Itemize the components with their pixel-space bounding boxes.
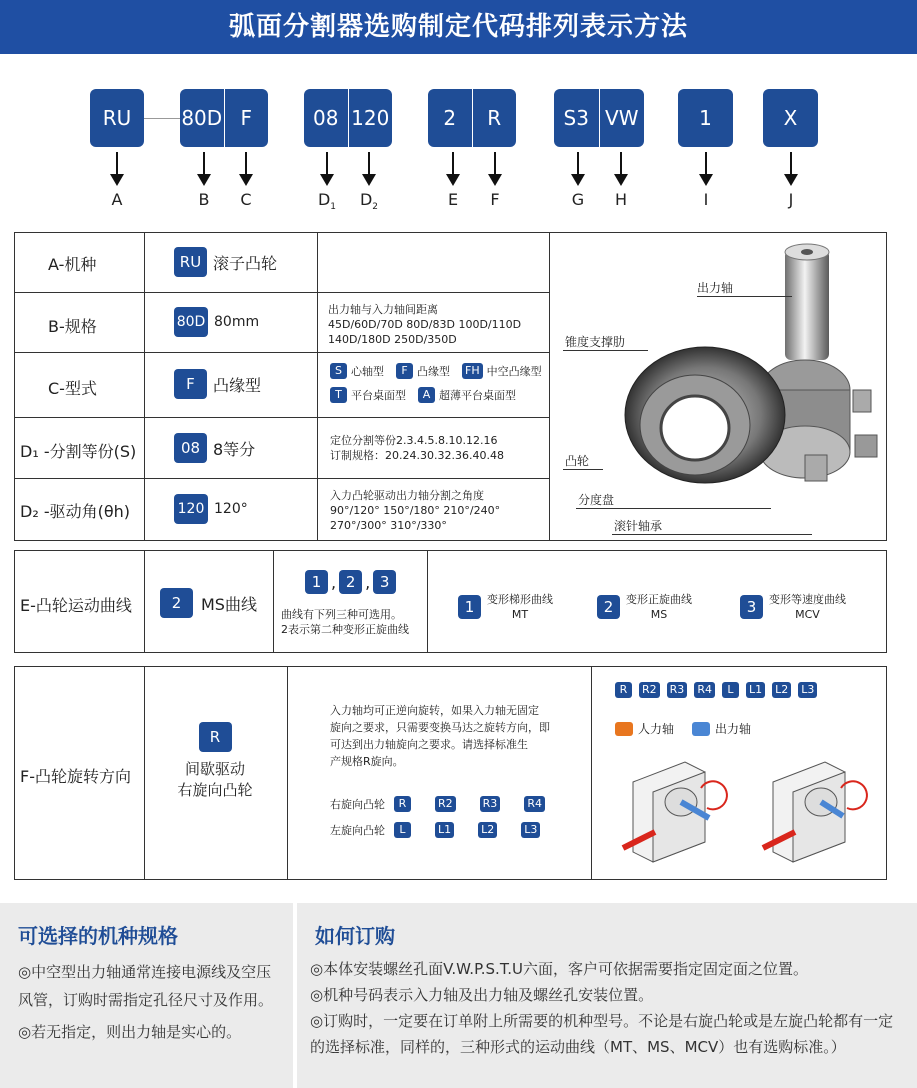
row-c-text: 凸缘型 xyxy=(213,375,262,395)
row-a-text: 滚子凸轮 xyxy=(213,253,278,273)
callout-output-shaft: 出力轴 xyxy=(697,281,734,295)
letter-d1 xyxy=(312,190,342,212)
row-c-badge: F xyxy=(174,369,207,399)
code-r: R xyxy=(472,89,517,147)
spec-options-panel xyxy=(0,903,293,1088)
arrow-down-icon xyxy=(110,152,124,186)
callout-cam: 凸轮 xyxy=(565,454,590,468)
row-d2-note: 入力凸轮驱动出力轴分割之角度 90°/120° 150°/180° 210°/240° 270°/300° 310°/330° xyxy=(330,489,501,532)
letter-f: F xyxy=(490,190,500,209)
letter-d2-sub: 2 xyxy=(372,202,379,213)
how-to-order-panel xyxy=(297,903,917,1088)
row-d2-text: 120° xyxy=(214,501,248,517)
code-box-1 xyxy=(678,89,733,147)
letter-a: A xyxy=(111,190,123,209)
row-f-value: R 间歇驱动 右旋向凸轮 xyxy=(160,722,270,800)
output-shaft-swatch xyxy=(692,722,710,736)
row-e-choice-note: 曲线有下列三种可选用。 2表示第二种变形正旋曲线 xyxy=(281,608,409,636)
row-d2-value xyxy=(174,494,248,524)
arrow-down-icon xyxy=(614,152,628,186)
connector-line xyxy=(144,118,180,119)
letter-h: H xyxy=(614,190,628,209)
row-c-options: S 心轴型 F 凸缘型 FH 中空凸缘型 T 平台桌面型 A 超薄平台桌面型 xyxy=(330,363,545,403)
code-box-ru xyxy=(90,89,144,147)
code-vw: VW xyxy=(599,89,645,147)
row-b-label: B-规格 xyxy=(48,317,97,336)
letter-i: I xyxy=(703,190,709,209)
code-1: 1 xyxy=(699,106,712,130)
letter-d2-main: D xyxy=(359,190,373,209)
row-d1-value xyxy=(174,433,255,463)
letter-b: B xyxy=(198,190,210,209)
shaft-legend: 人力轴 出力轴 xyxy=(615,720,751,737)
spec-options-list: ◎中空型出力轴通常连接电源线及空压风管，订购时需指定孔径尺寸及作用。 ◎若无指定，则出力轴是实心的。 xyxy=(18,963,274,1041)
arrow-down-icon xyxy=(239,152,253,186)
row-b-badge: 80D xyxy=(174,307,208,337)
row-c-label: C-型式 xyxy=(48,379,97,398)
right-hand-row: 右旋向凸轮 R R2 R3 R4 xyxy=(330,796,545,812)
letter-c: C xyxy=(240,190,252,209)
letter-d1-sub: 1 xyxy=(330,202,337,213)
row-d1-text: 8等分 xyxy=(213,439,256,459)
code-s3: S3 xyxy=(563,106,589,130)
input-shaft-swatch xyxy=(615,722,633,736)
code-x: X xyxy=(783,106,798,130)
code-box-x xyxy=(763,89,818,147)
row-e-label: E-凸轮运动曲线 xyxy=(20,596,132,615)
arrow-down-icon xyxy=(488,152,502,186)
row-d1-badge: 08 xyxy=(174,433,207,463)
code-80d: 80D xyxy=(181,106,223,130)
code-box-s3-vw xyxy=(554,89,644,147)
row-a-label: A-机种 xyxy=(48,255,97,274)
code-ru: RU xyxy=(102,106,132,130)
letter-e: E xyxy=(447,190,459,209)
how-to-order-list: ◎本体安装螺丝孔面V.W.P.S.T.U六面，客户可依据需要指定固定面之位置。 ◎机种号码表示入力轴及出力轴及螺丝孔安装位置。 ◎订购时，一定要在订单附上所需要的机种型号。不论是右旋凸轮或是左旋凸轮都有一定的选择标准，同样的，三种形式的运动曲线（MT、MS、MCV）也有选购标准。） xyxy=(310,960,894,1056)
arrow-down-icon xyxy=(197,152,211,186)
letter-g: G xyxy=(571,190,585,209)
code-120: 120 xyxy=(348,89,393,147)
arrow-down-icon xyxy=(446,152,460,186)
callout-rib: 锥度支撑肋 xyxy=(565,335,626,349)
row-b-note: 出力轴与入力轴间距离 45D/60D/70D 80D/83D 100D/110D 140D/180D 250D/350D xyxy=(328,303,522,346)
row-a-value xyxy=(174,247,277,277)
rotation-diagram-icon xyxy=(615,752,875,868)
arrow-down-icon xyxy=(784,152,798,186)
curve-1: 1 变形梯形曲线 MT xyxy=(458,592,553,622)
rotation-codes: R R2 R3 R4 L L1 L2 L3 xyxy=(615,682,817,698)
row-f-badge: R xyxy=(199,722,232,752)
row-c-value xyxy=(174,369,261,399)
row-b-value xyxy=(174,307,259,337)
row-f-label: F-凸轮旋转方向 xyxy=(20,767,131,786)
callout-needle-bearing: 滚针轴承 xyxy=(614,519,663,533)
page-title: 弧面分割器选购制定代码排列表示方法 xyxy=(0,0,917,54)
arrow-down-icon xyxy=(571,152,585,186)
code-08: 08 xyxy=(313,106,339,130)
left-hand-row: 左旋向凸轮 L L1 L2 L3 xyxy=(330,822,540,838)
row-d2-label: D₂ -驱动角(θh) xyxy=(20,502,131,521)
code-box-2-r xyxy=(428,89,516,147)
code-box-80d-f xyxy=(180,89,268,147)
letter-j: J xyxy=(788,190,794,209)
arrow-down-icon xyxy=(320,152,334,186)
row-a-badge: RU xyxy=(174,247,207,277)
row-b-text: 80mm xyxy=(214,314,260,330)
arrow-down-icon xyxy=(362,152,376,186)
code-box-08-120 xyxy=(304,89,392,147)
code-f: F xyxy=(224,89,269,147)
row-e-badge: 2 xyxy=(160,588,193,618)
callout-dividing-plate: 分度盘 xyxy=(578,493,615,507)
arrow-down-icon xyxy=(699,152,713,186)
how-to-order-title: 如何订购 xyxy=(315,924,395,948)
spec-options-title: 可选择的机种规格 xyxy=(18,924,178,948)
row-e-choices: 1 , 2 , 3 xyxy=(305,570,396,594)
row-d1-note: 定位分割等份2.3.4.5.8.10.12.16 订制规格：20.24.30.32.36.40.48 xyxy=(330,434,504,462)
output-shaft-icon xyxy=(785,250,829,360)
code-2: 2 xyxy=(443,106,457,130)
curve-3: 3 变形等速度曲线 MCV xyxy=(740,592,846,622)
letter-d2 xyxy=(354,190,384,212)
row-e-text: MS曲线 xyxy=(201,594,257,614)
row-e-value xyxy=(160,588,257,618)
row-d1-label: D₁ -分割等份(S) xyxy=(20,442,137,461)
row-d2-badge: 120 xyxy=(174,494,208,524)
letter-d1-main: D xyxy=(317,190,331,209)
curve-2: 2 变形正旋曲线 MS xyxy=(597,592,692,622)
row-f-desc: 入力轴均可正逆向旋转，如果入力轴无固定 旋向之要求，只需要变换马达之旋转方向，即 可达到出力轴旋向之要求。请选择标准生 产规格R旋向。 xyxy=(330,704,550,768)
